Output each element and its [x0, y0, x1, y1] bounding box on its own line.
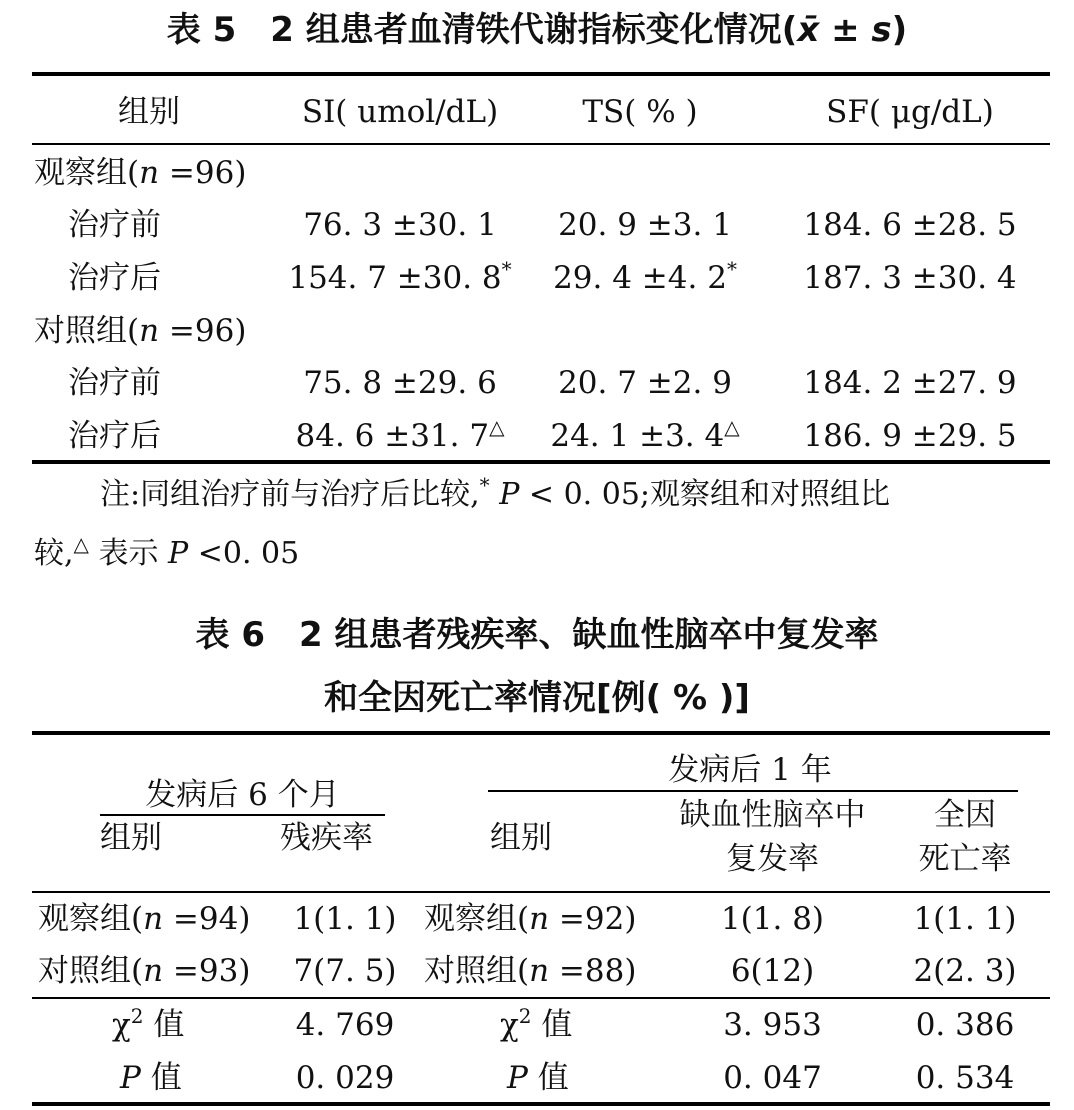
table5-ts-value: 20. 9 ±3. 1: [558, 207, 732, 243]
table5-sf-value: 184. 6 ±28. 5: [803, 207, 1017, 243]
table6-death-value: 1(1. 1): [913, 901, 1017, 937]
table6-chi-recurrence: 3. 953: [723, 1007, 822, 1043]
table5-ts-value: 24. 1 ±3. 4△: [550, 415, 740, 454]
table5-si-value: 76. 3 ±30. 1: [303, 207, 497, 243]
table5-bottom-rule: [32, 460, 1050, 464]
table6-chi-death: 0. 386: [915, 1007, 1015, 1043]
table6-recurrence-value: 1(1. 8): [720, 901, 825, 937]
table6-p-disability: 0. 029: [295, 1060, 395, 1096]
table6-p-label-right: P 值: [507, 1060, 569, 1096]
table5-row-name: 治疗前: [68, 365, 161, 401]
table5-row-name: 治疗后: [68, 260, 161, 296]
table6-span-1yr: 发病后 1 年: [668, 752, 832, 788]
table6-disability-value: 1(1. 1): [293, 901, 397, 937]
table5-note-line2: 较,△ 表示 P <0. 05: [34, 532, 300, 571]
table6-chi-disability: 4. 769: [295, 1007, 395, 1043]
table5-sf-value: 184. 2 ±27. 9: [803, 365, 1017, 401]
table6-stats-rule: [32, 997, 1050, 999]
table5-si-value: 154. 7 ±30. 8*: [288, 257, 512, 296]
table5-group-label: 对照组(n =96): [34, 313, 247, 349]
table5-header-ts: TS( % ): [582, 94, 698, 130]
table6-top-rule: [32, 731, 1050, 735]
table6-header-group-left: 组别: [100, 820, 162, 856]
table6-left-group: 对照组(n =93): [38, 953, 251, 989]
table6-header-death: 全因 死亡率: [918, 797, 1012, 877]
table5-ts-value: 29. 4 ±4. 2*: [553, 257, 737, 296]
table5-header-rule: [32, 143, 1050, 145]
table6-right-group: 观察组(n =92): [424, 901, 637, 937]
table6-chi-label-left: $\chi^2$ 值: [112, 1004, 185, 1043]
table6-p-death: 0. 534: [915, 1060, 1015, 1096]
table6-header-group-right: 组别: [490, 820, 552, 856]
table5-si-value: 84. 6 ±31. 7△: [295, 415, 505, 454]
table5-sf-value: 186. 9 ±29. 5: [803, 418, 1017, 454]
table6-p-recurrence: 0. 047: [723, 1060, 822, 1096]
table5-sf-value: 187. 3 ±30. 4: [803, 260, 1017, 296]
table6-left-group: 观察组(n =94): [38, 901, 251, 937]
table6-span-6mo-rule: [100, 814, 385, 816]
table5-header-group: 组别: [118, 94, 180, 130]
table6-title-line2: 和全因死亡率情况[例( % )]: [324, 678, 750, 718]
table6-disability-value: 7(7. 5): [293, 953, 397, 989]
table5-si-value: 75. 8 ±29. 6: [303, 365, 497, 401]
table6-span-1yr-rule: [488, 790, 1018, 792]
table5-row-name: 治疗后: [68, 418, 161, 454]
table6-recurrence-value: 6(12): [730, 953, 815, 989]
table6-title-line1: 表 6 2 组患者残疾率、缺血性脑卒中复发率: [195, 615, 879, 655]
table5-top-rule: [32, 72, 1050, 76]
table6-bottom-rule: [32, 1102, 1050, 1106]
table6-span-6mo: 发病后 6 个月: [145, 777, 340, 813]
table5-title: 表 5 2 组患者血清铁代谢指标变化情况(x̄ ± s): [166, 10, 908, 50]
table6-chi-label-right: $\chi^2$ 值: [500, 1004, 573, 1043]
table5-ts-value: 20. 7 ±2. 9: [558, 365, 732, 401]
table5-row-name: 治疗前: [68, 207, 161, 243]
table5-header-si: SI( umol/dL): [301, 94, 499, 130]
table5-note-line1: 注:同组治疗前与治疗后比较,* P < 0. 05;观察组和对照组比: [100, 473, 891, 512]
table6-right-group: 对照组(n =88): [424, 953, 637, 989]
table6-header-disability: 残疾率: [280, 820, 373, 856]
table6-header-rule: [32, 891, 1050, 893]
table6-header-recurrence: 缺血性脑卒中 复发率: [679, 797, 866, 877]
table6-p-label-left: P 值: [120, 1060, 182, 1096]
table5-header-sf: SF( μg/dL): [826, 94, 994, 130]
table6-death-value: 2(2. 3): [913, 953, 1017, 989]
table5-group-label: 观察组(n =96): [34, 155, 247, 191]
